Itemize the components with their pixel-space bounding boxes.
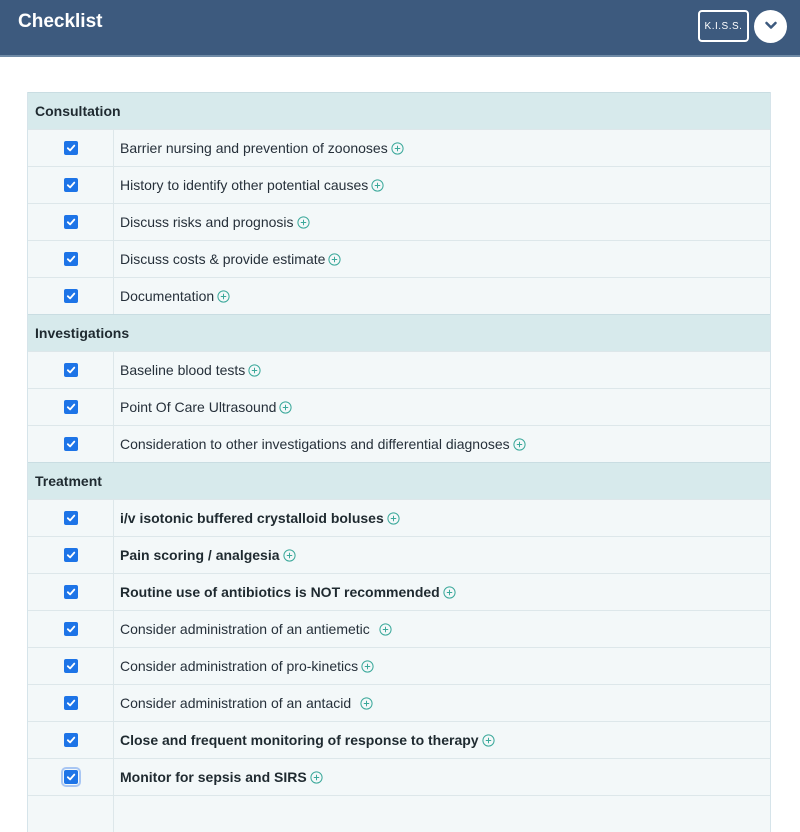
item-label-cell — [114, 685, 770, 721]
checkbox-cell — [28, 500, 114, 536]
plus-circle-icon[interactable] — [310, 771, 323, 784]
item-label-cell — [114, 278, 770, 314]
plus-circle-icon[interactable] — [387, 512, 400, 525]
plus-circle-icon[interactable] — [361, 660, 374, 673]
item-checkbox[interactable] — [64, 363, 78, 377]
item-checkbox[interactable] — [64, 511, 78, 525]
checklist-row — [28, 795, 770, 832]
checkbox-cell — [28, 574, 114, 610]
plus-circle-icon[interactable] — [248, 364, 261, 377]
chevron-down-icon — [763, 17, 779, 36]
checklist-row — [28, 277, 770, 314]
checklist-row — [28, 536, 770, 573]
checkbox-cell — [28, 796, 114, 832]
checklist-row — [28, 388, 770, 425]
checklist-row — [28, 610, 770, 647]
checkbox-cell — [28, 537, 114, 573]
item-label-cell — [114, 241, 770, 277]
item-label: Pain scoring / analgesia — [120, 547, 280, 563]
item-checkbox[interactable] — [64, 733, 78, 747]
item-label: Monitor for sepsis and SIRS — [120, 769, 307, 785]
checklist-row — [28, 351, 770, 388]
item-label: Consider administration of an antacid — [120, 695, 352, 711]
item-checkbox[interactable] — [64, 178, 78, 192]
item-label-cell — [114, 389, 770, 425]
item-label-cell — [114, 204, 770, 240]
checklist-row — [28, 758, 770, 795]
checkbox-cell — [28, 685, 114, 721]
checklist-row — [28, 684, 770, 721]
checklist-row — [28, 129, 770, 166]
item-checkbox[interactable] — [64, 659, 78, 673]
checklist-row — [28, 499, 770, 536]
item-checkbox[interactable] — [64, 770, 78, 784]
checkbox-cell — [28, 648, 114, 684]
checklist-row — [28, 166, 770, 203]
item-checkbox[interactable] — [64, 696, 78, 710]
section-header-consultation: Consultation — [28, 92, 770, 129]
app-header — [0, 0, 800, 57]
item-label-cell — [114, 574, 770, 610]
item-label: Documentation — [120, 288, 215, 304]
plus-circle-icon[interactable] — [443, 586, 456, 599]
checklist-row — [28, 647, 770, 684]
checkbox-cell — [28, 759, 114, 795]
item-label: Barrier nursing and prevention of zoonoses — [120, 140, 388, 156]
item-label-cell — [114, 130, 770, 166]
item-label-cell — [114, 611, 770, 647]
checkbox-cell — [28, 167, 114, 203]
checklist-row — [28, 721, 770, 758]
item-checkbox[interactable] — [64, 400, 78, 414]
item-label: Baseline blood tests — [120, 362, 246, 378]
checklist-row — [28, 573, 770, 610]
section-header-investigations: Investigations — [28, 314, 770, 351]
item-label-cell — [114, 722, 770, 758]
checklist-table — [27, 92, 771, 832]
kiss-button[interactable]: K.I.S.S. — [698, 10, 749, 42]
checklist-row — [28, 240, 770, 277]
item-label: i/v isotonic buffered crystalloid boluses — [120, 510, 384, 526]
item-label: Consider administration of an antiemetic — [120, 621, 370, 637]
item-label: Close and frequent monitoring of response to therapy — [120, 732, 479, 748]
item-checkbox[interactable] — [64, 548, 78, 562]
checkbox-cell — [28, 130, 114, 166]
item-checkbox[interactable] — [64, 585, 78, 599]
plus-circle-icon[interactable] — [360, 697, 373, 710]
checkbox-cell — [28, 426, 114, 462]
item-label: Routine use of antibiotics is NOT recommended — [120, 584, 440, 600]
item-checkbox[interactable] — [64, 252, 78, 266]
item-label-cell — [114, 648, 770, 684]
plus-circle-icon[interactable] — [513, 438, 526, 451]
item-checkbox[interactable] — [64, 289, 78, 303]
checkbox-cell — [28, 611, 114, 647]
item-label-cell — [114, 759, 770, 795]
plus-circle-icon[interactable] — [371, 179, 384, 192]
item-label-cell — [114, 352, 770, 388]
item-label: History to identify other potential causes — [120, 177, 369, 193]
item-label-cell — [114, 796, 770, 832]
plus-circle-icon[interactable] — [217, 290, 230, 303]
plus-circle-icon[interactable] — [328, 253, 341, 266]
item-label-cell — [114, 167, 770, 203]
item-checkbox[interactable] — [64, 622, 78, 636]
item-label: Point Of Care Ultrasound — [120, 399, 277, 415]
plus-circle-icon[interactable] — [297, 216, 310, 229]
checklist-row — [28, 425, 770, 462]
plus-circle-icon[interactable] — [482, 734, 495, 747]
item-label: Consider administration of pro-kinetics — [120, 658, 359, 674]
item-label-cell — [114, 500, 770, 536]
checkbox-cell — [28, 389, 114, 425]
checkbox-cell — [28, 722, 114, 758]
plus-circle-icon[interactable] — [279, 401, 292, 414]
checkbox-cell — [28, 278, 114, 314]
item-checkbox[interactable] — [64, 437, 78, 451]
collapse-button[interactable] — [754, 10, 787, 43]
checkbox-cell — [28, 241, 114, 277]
item-checkbox[interactable] — [64, 141, 78, 155]
checkbox-cell — [28, 352, 114, 388]
item-label-cell — [114, 537, 770, 573]
item-label: Discuss costs & provide estimate — [120, 251, 326, 267]
item-label: Discuss risks and prognosis — [120, 214, 294, 230]
item-label-cell — [114, 426, 770, 462]
plus-circle-icon[interactable] — [391, 142, 404, 155]
plus-circle-icon[interactable] — [283, 549, 296, 562]
section-header-treatment: Treatment — [28, 462, 770, 499]
page-title: Checklist — [18, 11, 103, 32]
item-checkbox[interactable] — [64, 215, 78, 229]
checklist-row — [28, 203, 770, 240]
item-label: Consideration to other investigations and differential diagnoses — [120, 436, 510, 452]
plus-circle-icon[interactable] — [379, 623, 392, 636]
checkbox-cell — [28, 204, 114, 240]
